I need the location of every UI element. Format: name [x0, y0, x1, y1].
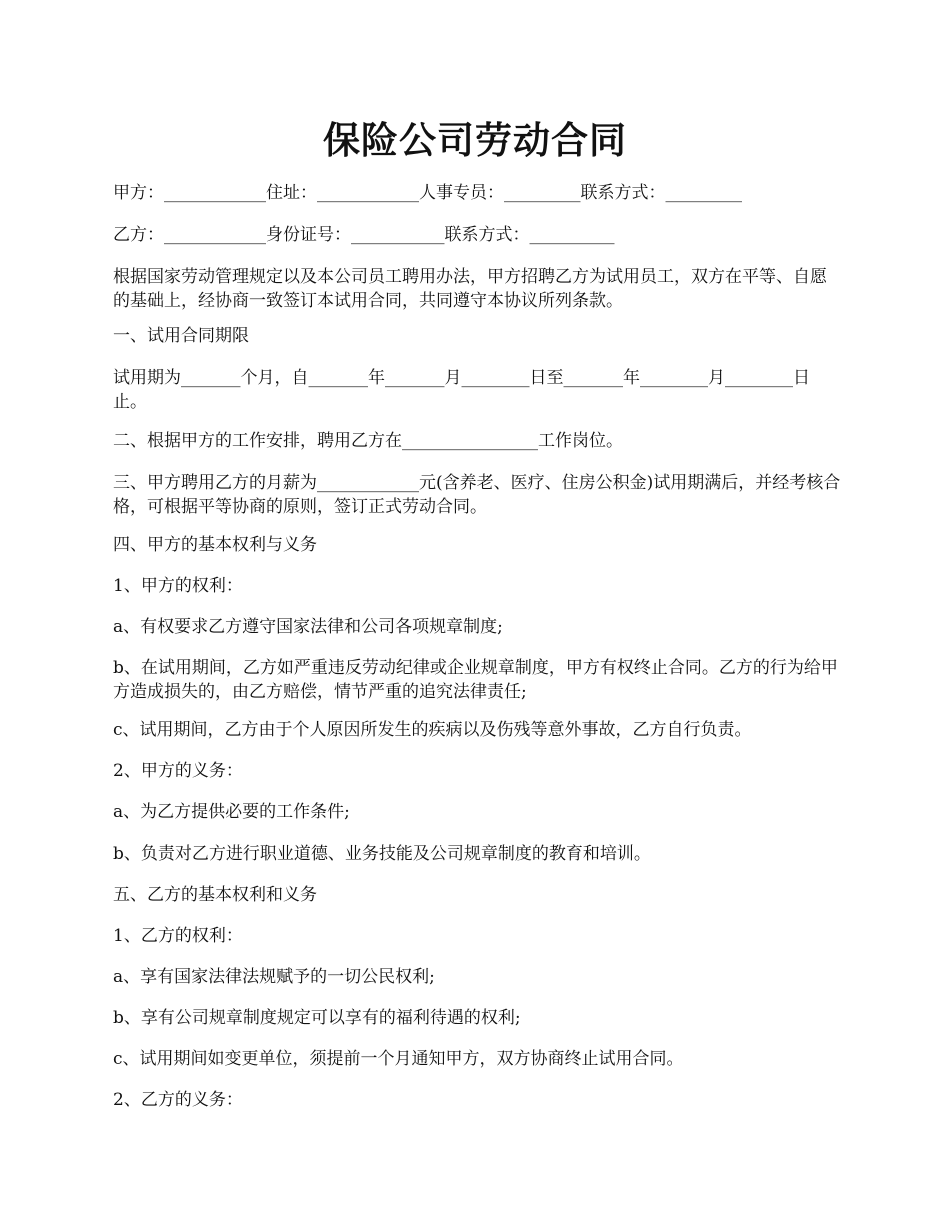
- section-3-paragraph: 三、甲方聘用乙方的月薪为____________元(含养老、医疗、住房公积金)试用期满后，并经考核合格，可根据平等协商的原则，签订正式劳动合同。: [113, 473, 841, 517]
- list-item: c、试用期间如变更单位，须提前一个月通知甲方，双方协商终止试用合同。: [113, 1049, 684, 1069]
- section-heading-4: 四、甲方的基本权利与义务: [113, 535, 317, 555]
- preamble-paragraph: 根据国家劳动管理规定以及本公司员工聘用办法，甲方招聘乙方为试用员工，双方在平等、自愿的基础上，经协商一致签订本试用合同，共同遵守本协议所列条款。: [113, 267, 827, 311]
- subheading-party-a-rights: 1、甲方的权利：: [113, 576, 243, 596]
- party-a-info-line: 甲方：____________住址：____________人事专员：_________联系方式：_________: [113, 183, 742, 203]
- list-item: a、有权要求乙方遵守国家法律和公司各项规章制度;: [113, 617, 503, 637]
- document-title: 保险公司劳动合同: [323, 119, 627, 162]
- probation-period-paragraph: 试用期为_______个月，自_______年_______月________日至_______年________月________日止。: [113, 368, 810, 412]
- list-item: b、负责对乙方进行职业道德、业务技能及公司规章制度的教育和培训。: [113, 844, 651, 864]
- section-heading-5: 五、乙方的基本权利和义务: [113, 885, 317, 905]
- list-item: b、享有公司规章制度规定可以享有的福利待遇的权利;: [113, 1008, 521, 1028]
- list-item: c、试用期间，乙方由于个人原因所发生的疾病以及伤残等意外事故，乙方自行负责。: [113, 720, 752, 740]
- subheading-party-b-rights: 1、乙方的权利：: [113, 926, 243, 946]
- subheading-party-b-duties: 2、乙方的义务：: [113, 1090, 243, 1110]
- list-item: b、在试用期间，乙方如严重违反劳动纪律或企业规章制度，甲方有权终止合同。乙方的行为给甲方造成损失的，由乙方赔偿，情节严重的追究法律责任;: [113, 658, 838, 702]
- subheading-party-a-duties: 2、甲方的义务：: [113, 761, 243, 781]
- list-item: a、为乙方提供必要的工作条件;: [113, 802, 350, 822]
- party-b-info-line: 乙方：____________身份证号：___________联系方式：__________: [113, 225, 615, 245]
- section-heading-1: 一、试用合同期限: [113, 326, 249, 346]
- section-2-paragraph: 二、根据甲方的工作安排，聘用乙方在________________工作岗位。: [113, 431, 623, 451]
- list-item: a、享有国家法律法规赋予的一切公民权利;: [113, 967, 435, 987]
